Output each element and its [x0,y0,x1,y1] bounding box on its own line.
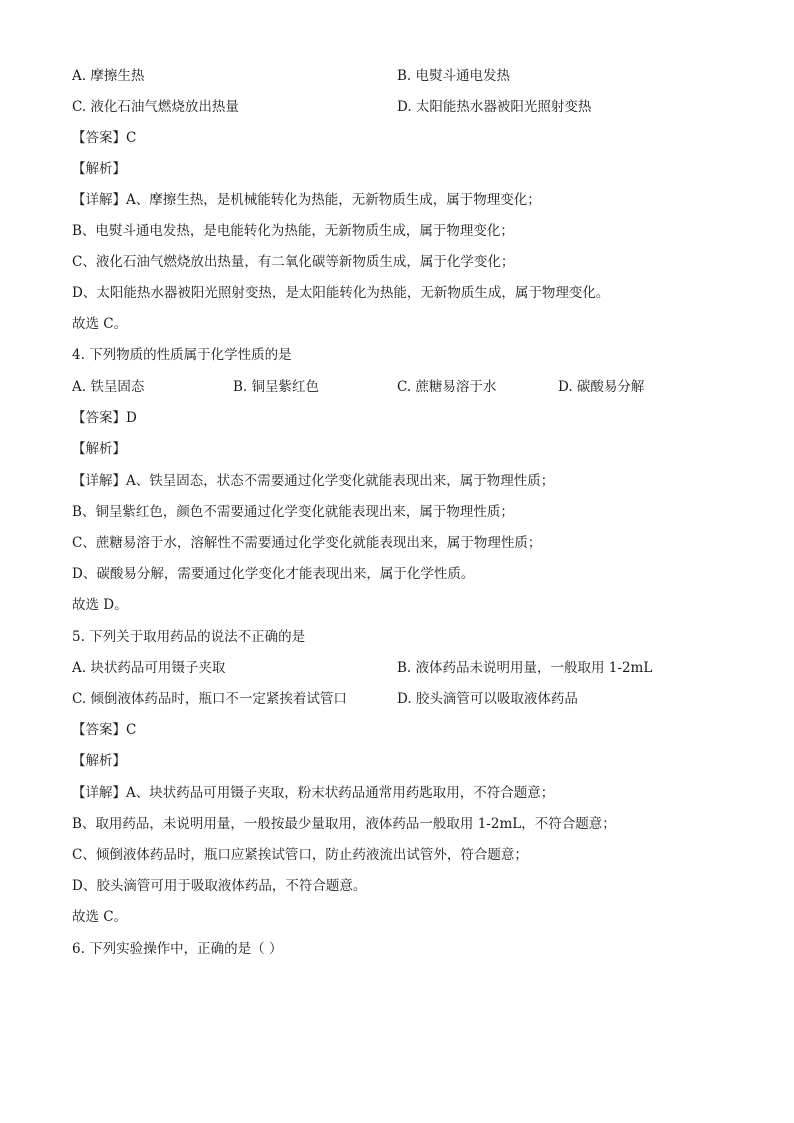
q6-stem: 6. 下列实验操作中，正确的是（ ） [72,941,283,957]
q3-option-a: A. 摩擦生热 [72,68,145,84]
q3-option-b: B. 电熨斗通电发热 [397,68,511,84]
q5-option-d: D. 胶头滴管可以吸取液体药品 [397,691,578,707]
q4-detail-d: D、碳酸易分解，需要通过化学变化才能表现出来，属于化学性质。 [72,566,475,582]
q5-stem: 5. 下列关于取用药品的说法不正确的是 [72,629,306,645]
q5-option-b: B. 液体药品未说明用量，一般取用 1-2mL [397,660,653,676]
q5-option-c: C. 倾倒液体药品时，瓶口不一定紧挨着试管口 [72,691,347,707]
q4-analysis-label: 【解析】 [72,441,126,457]
q5-detail-c: C、倾倒液体药品时，瓶口应紧挨试管口，防止药液流出试管外，符合题意； [72,847,528,863]
q4-detail-a: 【详解】A、铁呈固态，状态不需要通过化学变化就能表现出来，属于物理性质； [72,473,555,489]
q4-option-d: D. 碳酸易分解 [558,379,645,395]
q5-option-a: A. 块状药品可用镊子夹取 [72,660,226,676]
q3-detail-a: 【详解】A、摩擦生热，是机械能转化为热能，无新物质生成，属于物理变化； [72,192,541,208]
q4-stem: 4. 下列物质的性质属于化学性质的是 [72,347,292,363]
q3-answer: 【答案】C [72,130,137,146]
q4-detail-c: C、蔗糖易溶于水，溶解性不需要通过化学变化就能表现出来，属于物理性质； [72,535,542,551]
q4-option-b: B. 铜呈紫红色 [233,379,320,395]
q3-option-c: C. 液化石油气燃烧放出热量 [72,99,239,115]
q5-detail-d: D、胶头滴管可用于吸取液体药品，不符合题意。 [72,878,367,894]
q4-option-a: A. 铁呈固态 [72,379,145,395]
q5-analysis-label: 【解析】 [72,753,126,769]
q3-detail-d: D、太阳能热水器被阳光照射变热，是太阳能转化为热能，无新物质生成，属于物理变化。 [72,285,610,301]
q4-option-c: C. 蔗糖易溶于水 [397,379,497,395]
q3-option-d: D. 太阳能热水器被阳光照射变热 [397,99,592,115]
q3-detail-c: C、液化石油气燃烧放出热量，有二氧化碳等新物质生成，属于化学变化； [72,254,515,270]
q4-conclusion: 故选 D。 [72,597,128,613]
q5-answer: 【答案】C [72,722,137,738]
q3-analysis-label: 【解析】 [72,161,126,177]
q3-conclusion: 故选 C。 [72,316,128,332]
q5-conclusion: 故选 C。 [72,909,128,925]
q4-answer: 【答案】D [72,410,137,426]
q5-detail-b: B、取用药品，未说明用量，一般按最少量取用，液体药品一般取用 1-2mL，不符合题意； [72,816,616,832]
q4-detail-b: B、铜呈紫红色，颜色不需要通过化学变化就能表现出来，属于物理性质； [72,504,514,520]
q5-detail-a: 【详解】A、块状药品可用镊子夹取，粉末状药品通常用药匙取用，不符合题意； [72,785,555,801]
q3-detail-b: B、电熨斗通电发热，是电能转化为热能，无新物质生成，属于物理变化； [72,223,514,239]
